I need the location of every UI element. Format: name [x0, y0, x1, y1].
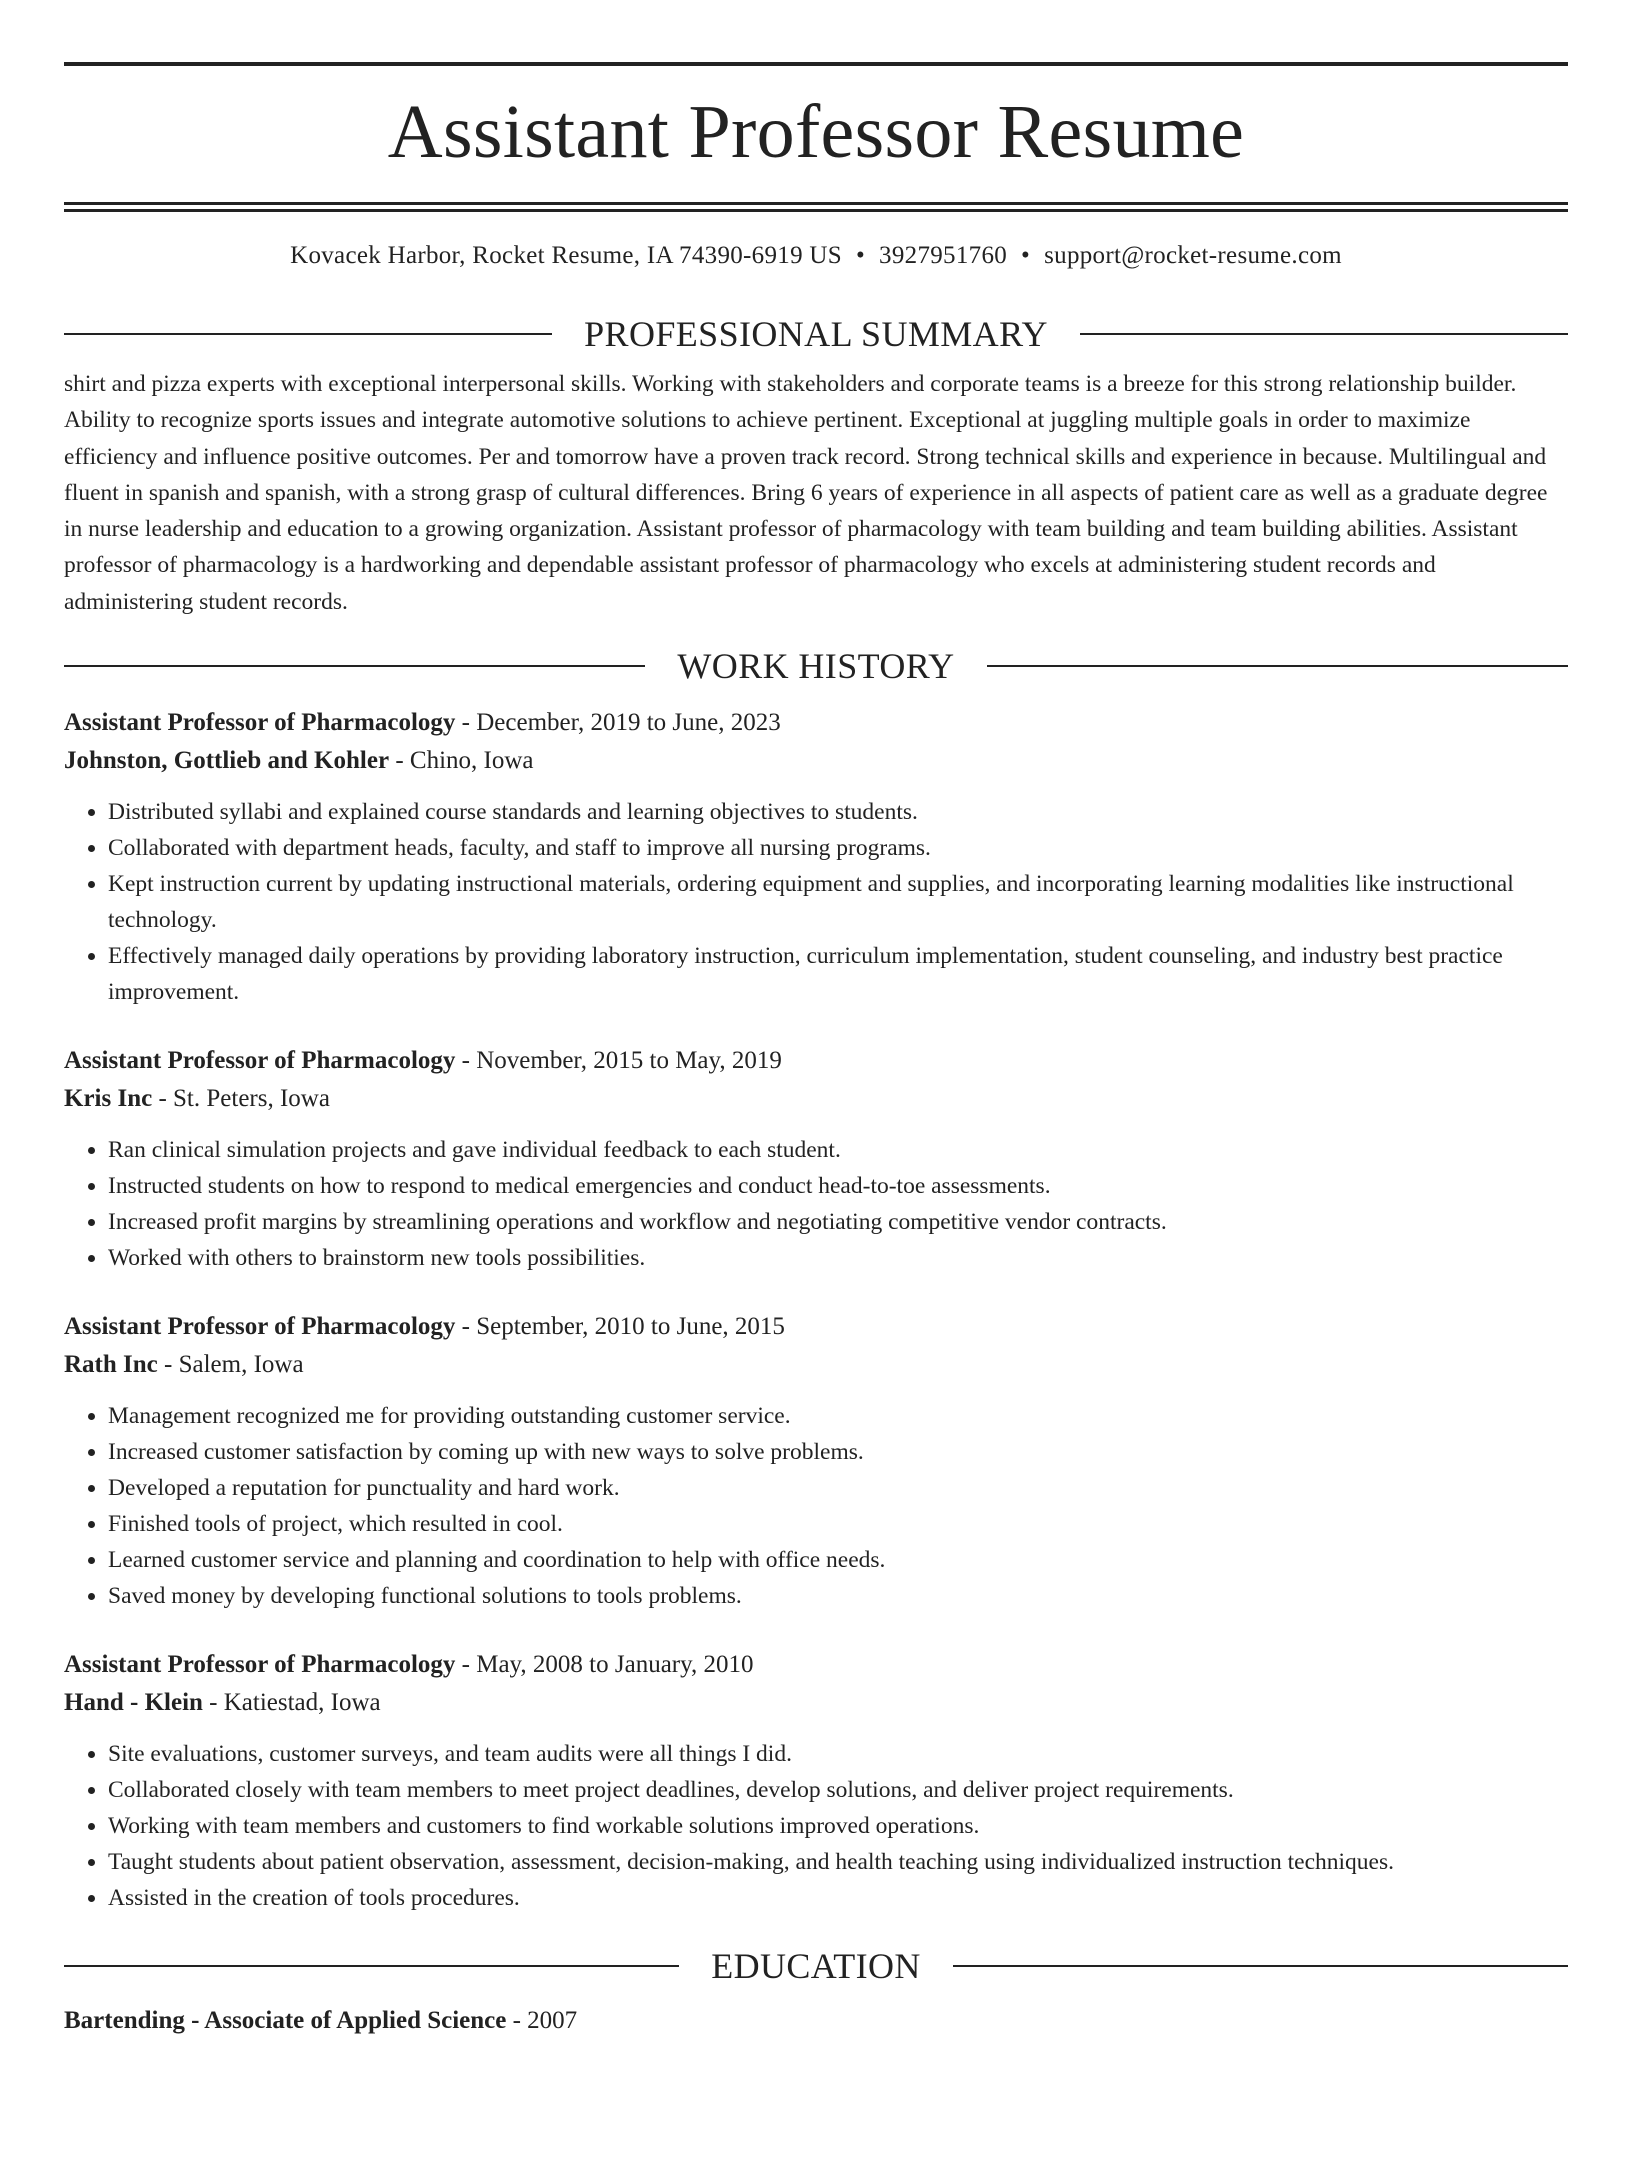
section-title-education: EDUCATION — [711, 1946, 921, 1987]
section-rule — [1080, 333, 1568, 335]
section-rule — [953, 1965, 1568, 1967]
job-entry — [64, 704, 1568, 1010]
job-entry — [64, 1308, 1568, 1614]
section-header-work-history — [64, 644, 1568, 688]
job-title: Assistant Professor of Pharmacology — [64, 1047, 456, 1075]
top-rule — [64, 62, 1568, 66]
section-rule — [64, 1965, 679, 1967]
job-bullet: • Collaborated with department heads, faculty, and staff to improve all nursing programs. — [108, 830, 1568, 866]
job-company: Hand - Klein — [64, 1689, 203, 1717]
job-bullet: • Saved money by developing functional solutions to tools problems. — [108, 1578, 1568, 1614]
job-bullet: • Management recognized me for providing outstanding customer service. — [108, 1398, 1568, 1434]
job-company-line — [64, 1346, 1568, 1384]
contact-line — [64, 240, 1568, 272]
contact-phone: 3927951760 — [879, 242, 1008, 269]
job-bullet: • Assisted in the creation of tools procedures. — [108, 1880, 1568, 1916]
job-bullet: • Worked with others to brainstorm new tools possibilities. — [108, 1240, 1568, 1276]
job-company-line — [64, 1080, 1568, 1118]
job-bullet: • Increased profit margins by streamlining operations and workflow and negotiating competitive vendor contracts. — [108, 1204, 1568, 1240]
job-bullet: • Developed a reputation for punctuality and hard work. — [108, 1470, 1568, 1506]
section-rule — [987, 665, 1568, 667]
job-bullet: • Kept instruction current by updating instructional materials, ordering equipment and supplies, and incorporating learning modalities like instructional technology. — [108, 866, 1568, 938]
job-entry — [64, 1646, 1568, 1916]
job-location: - Katiestad, Iowa — [202, 1689, 381, 1717]
job-dates: - December, 2019 to June, 2023 — [455, 709, 781, 737]
education-entry — [64, 2002, 1568, 2040]
section-header-summary — [64, 312, 1568, 356]
section-title-summary: PROFESSIONAL SUMMARY — [584, 314, 1048, 354]
resume-page — [0, 62, 1632, 2174]
contact-address: Kovacek Harbor, Rocket Resume, IA 74390-6919 US — [290, 242, 842, 269]
job-entry — [64, 1042, 1568, 1276]
job-bullet: • Instructed students on how to respond to medical emergencies and conduct head-to-toe assessments. — [108, 1168, 1568, 1204]
job-bullet: • Taught students about patient observation, assessment, decision-making, and health teaching using individualized instruction techniques. — [108, 1844, 1568, 1880]
contact-separator: • — [855, 242, 866, 269]
education-year: - 2007 — [506, 2007, 578, 2035]
job-bullets — [64, 794, 1568, 1010]
job-company: Rath Inc — [64, 1351, 158, 1379]
job-bullet: • Learned customer service and planning and coordination to help with office needs. — [108, 1542, 1568, 1578]
job-company-line — [64, 1684, 1568, 1722]
summary-text: shirt and pizza experts with exceptional interpersonal skills. Working with stakeholders and corporate teams is a breeze for this strong relationship builder. Ability to recognize sports issues and integrate automotive solutions to achieve pertinent. Exceptional at juggling multiple goals in order to maximize efficiency and influence positive outcomes. Per and tomorrow have a proven track record. Strong technical skills and experience in because. Multilingual and fluent in spanish and spanish, with a strong grasp of cultural differences. Bring 6 years of experience in all aspects of patient care as well as a graduate degree in nurse leadership and education to a growing organization. Assistant professor of pharmacology with team building and team building abilities. Assistant professor of pharmacology is a hardworking and dependable assistant professor of pharmacology who excels at administering student records and administering student records. — [64, 371, 1548, 615]
resume-title: Assistant Professor Resume — [387, 90, 1245, 174]
education-degree: Bartending - Associate of Applied Science — [64, 2007, 507, 2035]
job-title-line — [64, 1646, 1568, 1684]
job-title-line — [64, 1042, 1568, 1080]
job-bullets — [64, 1132, 1568, 1276]
job-bullet: • Distributed syllabi and explained course standards and learning objectives to students. — [108, 794, 1568, 830]
job-location: - St. Peters, Iowa — [152, 1085, 330, 1113]
job-title: Assistant Professor of Pharmacology — [64, 1651, 456, 1679]
job-company: Johnston, Gottlieb and Kohler — [64, 747, 390, 775]
job-title: Assistant Professor of Pharmacology — [64, 1313, 456, 1341]
job-bullet: • Collaborated closely with team members to meet project deadlines, develop solutions, and deliver project requirements. — [108, 1772, 1568, 1808]
section-rule — [64, 333, 552, 335]
job-dates: - May, 2008 to January, 2010 — [455, 1651, 754, 1679]
job-bullet: • Ran clinical simulation projects and gave individual feedback to each student. — [108, 1132, 1568, 1168]
section-title-work-history: WORK HISTORY — [677, 646, 955, 687]
job-dates: - November, 2015 to May, 2019 — [455, 1047, 782, 1075]
section-rule — [64, 665, 645, 667]
job-bullets — [64, 1398, 1568, 1614]
job-company-line — [64, 742, 1568, 780]
job-location: - Chino, Iowa — [389, 747, 534, 775]
job-bullet: • Finished tools of project, which resulted in cool. — [108, 1506, 1568, 1542]
job-location: - Salem, Iowa — [157, 1351, 304, 1379]
title-double-rule — [64, 202, 1568, 212]
contact-separator: • — [1021, 242, 1031, 269]
job-bullet: • Site evaluations, customer surveys, and team audits were all things I did. — [108, 1736, 1568, 1772]
job-company: Kris Inc — [64, 1085, 153, 1113]
job-title: Assistant Professor of Pharmacology — [64, 709, 456, 737]
section-header-education — [64, 1944, 1568, 1988]
job-bullet: • Increased customer satisfaction by coming up with new ways to solve problems. — [108, 1434, 1568, 1470]
job-title-line — [64, 704, 1568, 742]
contact-email: support@rocket-resume.com — [1044, 242, 1342, 269]
job-bullet: • Working with team members and customers to find workable solutions improved operations. — [108, 1808, 1568, 1844]
job-title-line — [64, 1308, 1568, 1346]
job-bullets — [64, 1736, 1568, 1916]
job-dates: - September, 2010 to June, 2015 — [455, 1313, 785, 1341]
job-bullet: • Effectively managed daily operations by providing laboratory instruction, curriculum implementation, student counseling, and industry best practice improvement. — [108, 938, 1568, 1010]
